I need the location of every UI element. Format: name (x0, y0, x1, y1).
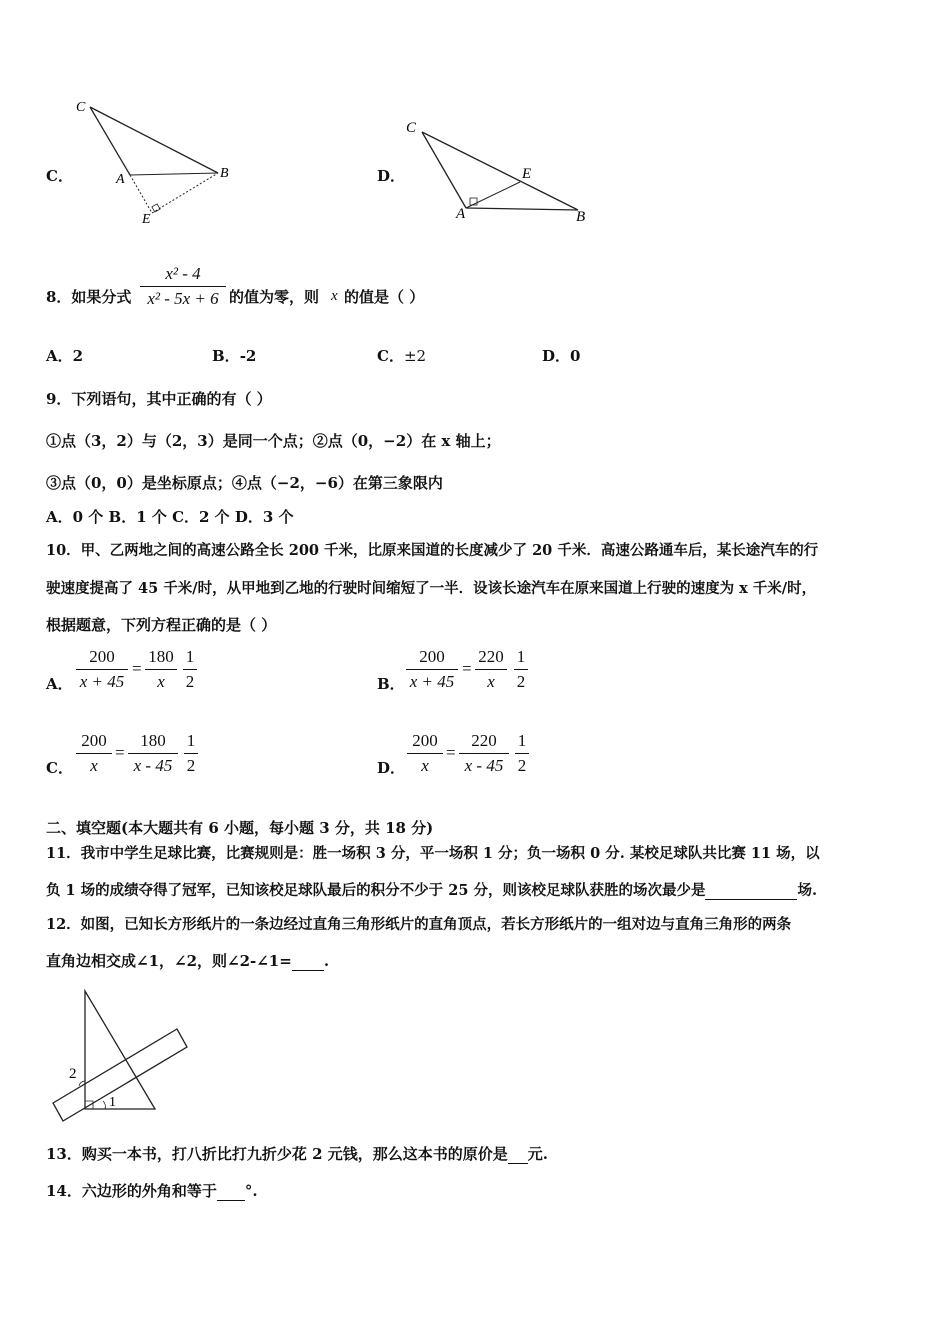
q10-d-equals: = (446, 743, 456, 762)
q8-option-d: D．0 (542, 347, 581, 365)
fig-d-label-b: B (576, 209, 586, 225)
q9-options: A．0 个 B．1 个 C．2 个 D．3 个 (46, 508, 294, 526)
q7-option-c-label: C． (46, 167, 73, 185)
q12-answer-blank[interactable] (292, 952, 324, 971)
fig-c-label-a: A (116, 172, 125, 187)
fig-c-label-b: B (220, 166, 229, 181)
q10-d-half: 1 2 (515, 731, 529, 776)
q12-angle-2-label: 2 (69, 1066, 77, 1082)
fig-c-line-eb (152, 173, 218, 213)
q8-option-a: A．2 (46, 347, 84, 365)
q12-right-triangle (85, 991, 155, 1109)
q9-line-2: ③点（0，0）是坐标原点；④点（−2，−6）在第三象限内 (46, 474, 443, 492)
q13-text: 13．购买一本书，打八折比打九折少花 2 元钱，那么这本书的原价是 元. (46, 1145, 548, 1163)
q7-option-d-label: D． (377, 167, 406, 185)
fig-d-line-ae (466, 182, 520, 208)
q10-a-equals: = (132, 659, 142, 678)
fig-c-line-ae (130, 175, 152, 213)
q8-suffix-a: 的值为零，则 (229, 288, 320, 306)
q11-answer-blank[interactable] (705, 882, 797, 900)
q8-option-c: C．±2 (377, 347, 427, 365)
q10-option-c-label: C． (46, 759, 73, 777)
fig-c-line-ab (130, 173, 218, 175)
q12-angle-1-label: 1 (109, 1095, 116, 1110)
fig-d-label-c: C (406, 120, 417, 136)
q8-option-b: B．-2 (212, 347, 257, 365)
q8-variable: x (331, 288, 338, 304)
fig-d-label-a: A (456, 206, 466, 222)
q13-answer-blank[interactable] (508, 1145, 528, 1164)
q10-d-right-fraction: 220 x - 45 (459, 731, 509, 776)
q7-figure-c (70, 95, 240, 230)
q11-line-1: 11．我市中学生足球比赛，比赛规则是：胜一场积 3 分，平一场积 1 分；负一场积 0 分. 某校足球队共比赛 11 场，以 (46, 845, 820, 862)
q10-a-left-fraction: 200 x + 45 (76, 647, 128, 692)
q11-line-2: 负 1 场的成绩夺得了冠军，已知该校足球队最后的积分不少于 25 分，则该校足球队获胜的场次最少是 场. (46, 882, 818, 899)
section-2-title: 二、填空题(本大题共有 6 小题，每小题 3 分，共 18 分) (46, 819, 434, 837)
q8-prefix: 8．如果分式 (46, 288, 132, 306)
q7-figure-d (400, 110, 600, 230)
fig-c-label-c: C (76, 100, 86, 115)
q10-a-half: 1 2 (183, 647, 197, 692)
q10-option-b-label: B． (377, 675, 405, 693)
q8-fraction (140, 264, 226, 309)
q12-line-1: 12．如图，已知长方形纸片的一条边经过直角三角形纸片的直角顶点，若长方形纸片的一组对边与直角三角形的两条 (46, 916, 792, 933)
q12-figure (45, 985, 195, 1125)
q10-b-equals: = (462, 659, 472, 678)
q10-c-equals: = (115, 743, 125, 762)
q8-suffix-b: 的值是（ ） (344, 288, 425, 306)
q12-line-2: 直角边相交成∠1，∠2，则∠2-∠1= . (46, 952, 330, 970)
q9-stem: 9．下列语句，其中正确的有（ ） (46, 390, 272, 408)
q10-option-a-label: A． (46, 675, 73, 693)
q10-c-right-fraction: 180 x - 45 (128, 731, 178, 776)
q9-line-1: ①点（3，2）与（2，3）是同一个点；②点（0，−2）在 x 轴上； (46, 432, 501, 450)
fig-d-line-ab (466, 208, 578, 210)
q10-b-half: 1 2 (514, 647, 528, 692)
q10-b-right-fraction: 220 x (475, 647, 507, 692)
q12-angle-1-arc (103, 1101, 105, 1109)
q10-c-half: 1 2 (184, 731, 198, 776)
q8-fraction-numerator: x² - 4 (165, 264, 201, 283)
q10-line-2: 驶速度提高了 45 千米/时，从甲地到乙地的行驶时间缩短了一半．设该长途汽车在原来国道上行驶的速度为 x 千米/时， (46, 580, 817, 597)
fig-d-label-e: E (522, 166, 532, 182)
q14-text: 14．六边形的外角和等于 °. (46, 1182, 258, 1200)
q10-c-left-fraction: 200 x (76, 731, 112, 776)
fig-c-label-e: E (142, 212, 151, 227)
q10-a-right-fraction: 180 x (145, 647, 177, 692)
q8-fraction-denominator: x² - 5x + 6 (147, 289, 219, 308)
q10-b-left-fraction: 200 x + 45 (406, 647, 458, 692)
q10-line-3: 根据题意，下列方程正确的是（ ） (46, 616, 277, 634)
q14-answer-blank[interactable] (217, 1182, 245, 1201)
q10-option-d-label: D． (377, 759, 406, 777)
q10-d-left-fraction: 200 x (407, 731, 443, 776)
fig-d-line-cb (422, 132, 578, 210)
q10-line-1: 10．甲、乙两地之间的高速公路全长 200 千米，比原来国道的长度减少了 20 千米．高速公路通车后，某长途汽车的行 (46, 542, 819, 559)
